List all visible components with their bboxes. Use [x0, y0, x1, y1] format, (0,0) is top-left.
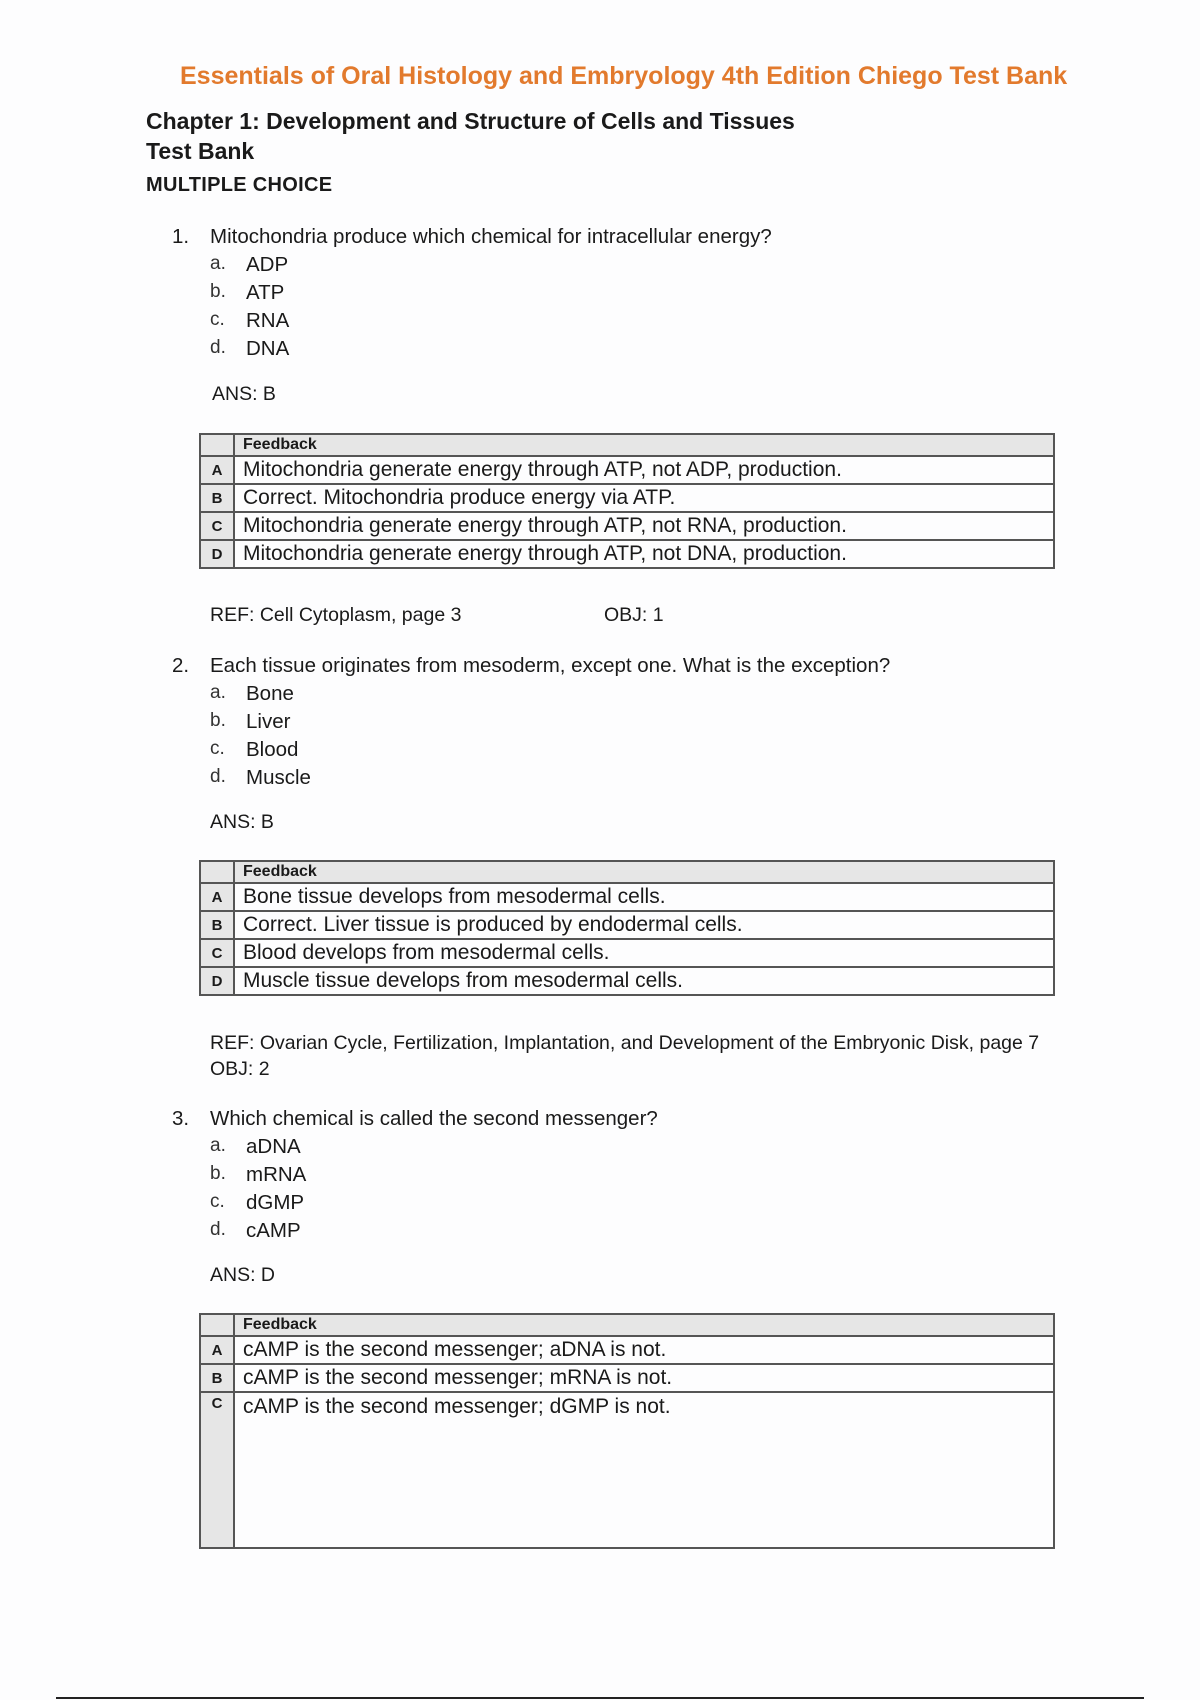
feedback-header-row: [200, 1314, 1054, 1336]
option-text: mRNA: [246, 1163, 307, 1186]
feedback-row: [200, 512, 1054, 540]
feedback-text: Muscle tissue develops from mesodermal cells.: [234, 967, 1054, 995]
feedback-header-row: [200, 861, 1054, 883]
answer-2: ANS: B: [210, 811, 274, 833]
chapter-heading: [146, 106, 795, 166]
option-text: ADP: [246, 253, 289, 276]
feedback-key: B: [200, 911, 234, 939]
option-text: Bone: [246, 682, 294, 705]
feedback-text: cAMP is the second messenger; aDNA is not.: [234, 1336, 1054, 1364]
feedback-row: [200, 1392, 1054, 1548]
feedback-key: D: [200, 540, 234, 568]
feedback-header: Feedback: [234, 434, 1054, 456]
answer-3: ANS: D: [210, 1264, 276, 1286]
option-text: Muscle: [246, 766, 311, 789]
option-text: ATP: [246, 281, 285, 304]
option-letter: c.: [210, 1191, 225, 1212]
feedback-row: [200, 939, 1054, 967]
option-letter: a.: [210, 1135, 226, 1156]
feedback-key: A: [200, 456, 234, 484]
feedback-row: [200, 1364, 1054, 1392]
question-number: 1.: [172, 225, 190, 248]
option-text: cAMP: [246, 1219, 301, 1242]
option-text: aDNA: [246, 1135, 301, 1158]
feedback-key: B: [200, 484, 234, 512]
question-number: 3.: [172, 1107, 190, 1130]
feedback-header-row: [200, 434, 1054, 456]
feedback-row: [200, 484, 1054, 512]
option-letter: d.: [210, 337, 226, 358]
option-letter: d.: [210, 1219, 226, 1240]
feedback-text: cAMP is the second messenger; dGMP is not.: [234, 1392, 1054, 1548]
option-letter: c.: [210, 738, 225, 759]
section-heading: MULTIPLE CHOICE: [146, 174, 333, 196]
feedback-text: Mitochondria generate energy through ATP, not DNA, production.: [234, 540, 1054, 568]
feedback-text: cAMP is the second messenger; mRNA is not.: [234, 1364, 1054, 1392]
option-text: DNA: [246, 337, 290, 360]
option-letter: d.: [210, 766, 226, 787]
feedback-text: Blood develops from mesodermal cells.: [234, 939, 1054, 967]
feedback-header: Feedback: [234, 861, 1054, 883]
feedback-key: C: [200, 939, 234, 967]
option-letter: a.: [210, 682, 226, 703]
option-letter: c.: [210, 309, 225, 330]
option-letter: b.: [210, 1163, 226, 1184]
chapter-title: Chapter 1: Development and Structure of Cells and Tissues: [146, 108, 795, 134]
feedback-key-cell: [200, 434, 234, 456]
option-text: Blood: [246, 738, 299, 761]
feedback-key: D: [200, 967, 234, 995]
feedback-key: C: [200, 1392, 234, 1548]
feedback-key-cell: [200, 861, 234, 883]
option-text: RNA: [246, 309, 290, 332]
option-text: Liver: [246, 710, 291, 733]
question-text: Which chemical is called the second messenger?: [210, 1107, 658, 1130]
option-letter: b.: [210, 710, 226, 731]
objective-1: OBJ: 1: [604, 604, 664, 626]
feedback-table-1: [199, 433, 1055, 569]
question-text: Mitochondria produce which chemical for intracellular energy?: [210, 225, 772, 248]
feedback-key: B: [200, 1364, 234, 1392]
feedback-text: Mitochondria generate energy through ATP, not ADP, production.: [234, 456, 1054, 484]
option-letter: a.: [210, 253, 226, 274]
feedback-table-2: [199, 860, 1055, 996]
feedback-row: [200, 456, 1054, 484]
feedback-text: Correct. Liver tissue is produced by endodermal cells.: [234, 911, 1054, 939]
question-text: Each tissue originates from mesoderm, except one. What is the exception?: [210, 654, 891, 677]
option-text: dGMP: [246, 1191, 305, 1214]
feedback-text: Mitochondria generate energy through ATP, not RNA, production.: [234, 512, 1054, 540]
feedback-key-cell: [200, 1314, 234, 1336]
feedback-row: [200, 883, 1054, 911]
feedback-table-3: [199, 1313, 1055, 1549]
option-letter: b.: [210, 281, 226, 302]
objective-2: OBJ: 2: [210, 1058, 270, 1080]
reference-1: REF: Cell Cytoplasm, page 3: [210, 604, 462, 626]
feedback-row: [200, 1336, 1054, 1364]
page-bottom-rule: [56, 1697, 1144, 1699]
feedback-text: Correct. Mitochondria produce energy via ATP.: [234, 484, 1054, 512]
feedback-key: A: [200, 1336, 234, 1364]
reference-2: REF: Ovarian Cycle, Fertilization, Implantation, and Development of the Embryonic Disk, page 7: [210, 1032, 1040, 1054]
document-title: Essentials of Oral Histology and Embryology 4th Edition Chiego Test Bank: [180, 62, 1068, 90]
chapter-subtitle: Test Bank: [146, 138, 255, 164]
feedback-key: A: [200, 883, 234, 911]
feedback-row: [200, 967, 1054, 995]
feedback-row: [200, 911, 1054, 939]
feedback-key: C: [200, 512, 234, 540]
question-number: 2.: [172, 654, 190, 677]
answer-1: ANS: B: [212, 383, 276, 405]
feedback-row: [200, 540, 1054, 568]
feedback-text: Bone tissue develops from mesodermal cells.: [234, 883, 1054, 911]
feedback-header: Feedback: [234, 1314, 1054, 1336]
